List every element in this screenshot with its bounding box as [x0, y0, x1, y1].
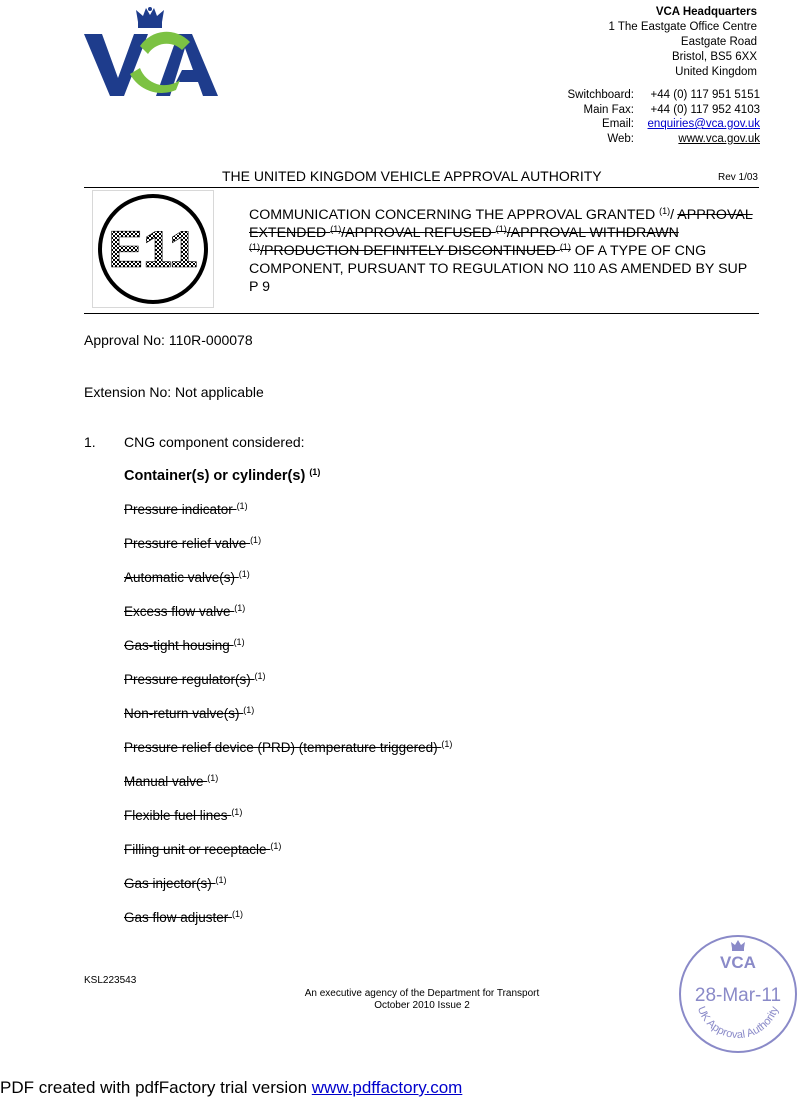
component-item: Gas-tight housing $^{(1)}$ [124, 637, 245, 653]
contact-label: Switchboard: [567, 89, 634, 101]
component-item: Flexible fuel lines $^{(1)}$ [124, 807, 243, 823]
address-line: Eastgate Road [680, 36, 757, 48]
pdf-banner-text: PDF created with pdfFactory trial version [0, 1078, 312, 1097]
crown-icon [136, 7, 164, 28]
footer-agency [242, 988, 602, 1012]
contact-row [540, 103, 760, 118]
component-item: Pressure relief device (PRD) (temperature triggered) $^{(1)}$ [124, 739, 453, 755]
stamp-ring-text: UK Approval Authority [694, 1004, 782, 1042]
vca-logo [82, 6, 220, 98]
pdffactory-link[interactable]: www.pdffactory.com [311, 1078, 463, 1097]
component-item: Manual valve $^{(1)}$ [124, 773, 219, 789]
header-divider [84, 187, 759, 188]
contact-label: Email: [602, 118, 634, 130]
hq-name: VCA Headquarters [655, 6, 757, 18]
component-item: Filling unit or receptacle $^{(1)}$ [124, 841, 282, 857]
issue-line: October 2010 Issue 2 [374, 1000, 470, 1011]
stamp-date: 28-Mar-11 [694, 985, 782, 1006]
component-item: Excess flow valve $^{(1)}$ [124, 603, 246, 619]
component-item: Automatic valve(s) $^{(1)}$ [124, 569, 250, 585]
revision-label: Rev 1/03 [717, 172, 758, 183]
extension-number: Extension No: Not applicable [84, 384, 264, 400]
comm-text: COMMUNICATION CONCERNING THE APPROVAL GRANTED [249, 207, 660, 223]
comm-text: / [670, 207, 678, 223]
stamp-crown-icon [731, 940, 745, 951]
web-link[interactable]: www.vca.gov.uk [678, 132, 760, 145]
component-item: Container(s) or cylinder(s) $^{(1)}$ [124, 467, 321, 484]
contact-value: +44 (0) 117 951 5151 [650, 89, 760, 101]
item-title: CNG component considered: [124, 434, 305, 450]
component-item: Pressure regulator(s) $^{(1)}$ [124, 671, 266, 687]
footnote-ref: (1) [659, 206, 671, 216]
approval-number: Approval No: 110R-000078 [84, 332, 253, 348]
contact-block [540, 88, 760, 146]
e-mark-box [92, 190, 214, 308]
comm-struck-text: APPROVAL EXTENDED $^{(1)}$/APPROVAL REFUSED $^{(1)}$/APPROVAL WITHDRAWN $^{(1)}$/PRODUCTION DEFINITELY DISCONTINUED $^{(1)}$ [249, 207, 753, 259]
hq-address [608, 5, 757, 80]
pdf-banner [0, 1078, 462, 1098]
contact-row [540, 88, 760, 103]
component-item: Gas injector(s) $^{(1)}$ [124, 875, 227, 891]
address-line: 1 The Eastgate Office Centre [608, 21, 757, 33]
address-line: United Kingdom [675, 66, 757, 78]
component-item: Gas flow adjuster $^{(1)}$ [124, 909, 244, 925]
component-item: Pressure relief valve $^{(1)}$ [124, 535, 262, 551]
contact-label: Main Fax: [583, 103, 634, 116]
e-mark-text: E11 [108, 221, 198, 279]
authority-title: THE UNITED KINGDOM VEHICLE APPROVAL AUTHORITY [222, 168, 602, 184]
component-item: Non-return valve(s) $^{(1)}$ [124, 705, 255, 721]
contact-row [540, 132, 760, 147]
contact-row [540, 117, 760, 132]
email-link[interactable]: enquiries@vca.gov.uk [647, 118, 760, 130]
component-item: Pressure indicator $^{(1)}$ [124, 501, 248, 517]
communication-heading [249, 206, 759, 296]
comm-text: OF A TYPE OF CNG COMPONENT, PURSUANT TO REGULATION NO 110 AS AMENDED BY SUP P 9 [249, 243, 747, 295]
heading-divider [84, 313, 759, 314]
contact-label: Web: [607, 132, 634, 145]
item-number: 1. [84, 434, 96, 450]
document-code: KSL223543 [84, 975, 137, 986]
contact-value: +44 (0) 117 952 4103 [650, 103, 760, 116]
agency-line: An executive agency of the Department for Transport [304, 988, 540, 999]
address-line: Bristol, BS5 6XX [671, 51, 757, 63]
stamp-logo: VCA [720, 953, 756, 972]
approval-stamp [678, 934, 798, 1054]
